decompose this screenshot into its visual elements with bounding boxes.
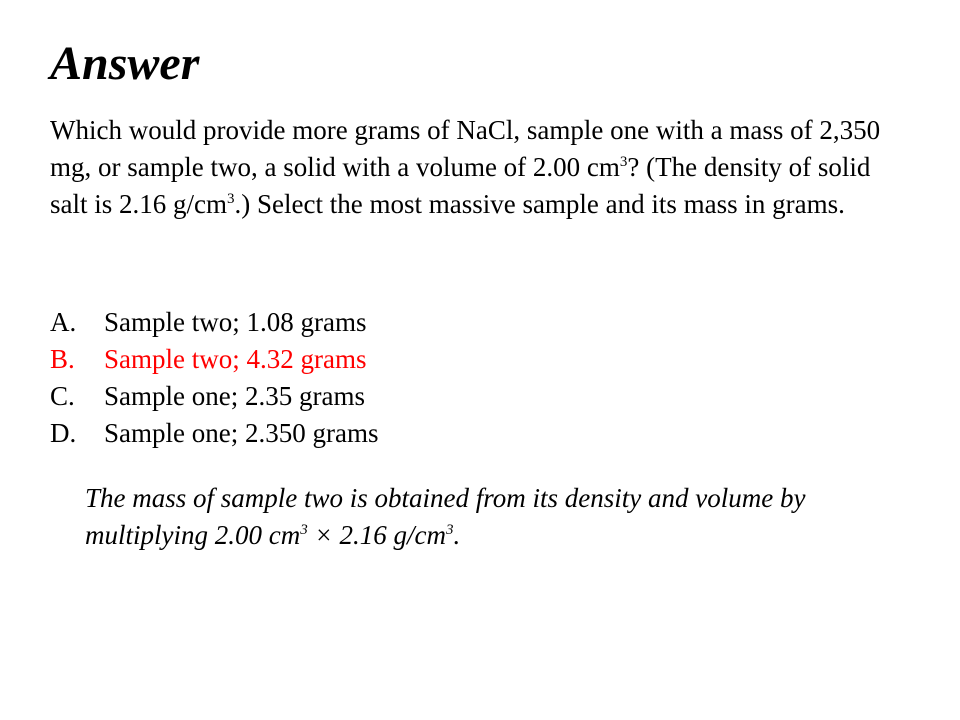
slide-title: Answer: [50, 37, 200, 90]
option-c: [50, 378, 378, 415]
question-text: Which would provide more grams of NaCl, sample one with a mass of 2,350 mg, or sample two, a solid with a volume of 2.00 $cm^3$? (The density of solid salt is 2.16 $g/cm^3$.) Select the most massive sample and its mass in grams.: [50, 115, 881, 219]
option-letter: B.: [50, 344, 75, 374]
explanation-text: The mass of sample two is obtained from its density and volume by multiplying 2.00 $cm^3 \times 2.16$ $g/cm^3$.: [85, 483, 806, 550]
option-text: Sample one; 2.350 grams: [104, 418, 379, 448]
answer-options: [50, 304, 378, 452]
option-text: Sample two; 4.32 grams: [104, 344, 367, 374]
option-d: [50, 415, 378, 452]
option-text: Sample one; 2.35 grams: [104, 381, 365, 411]
option-a: [50, 304, 378, 341]
option-letter: D.: [50, 418, 77, 448]
option-text: Sample two; 1.08 grams: [104, 307, 367, 337]
option-b-correct: [50, 341, 378, 378]
option-letter: A.: [50, 307, 77, 337]
option-letter: C.: [50, 381, 75, 411]
